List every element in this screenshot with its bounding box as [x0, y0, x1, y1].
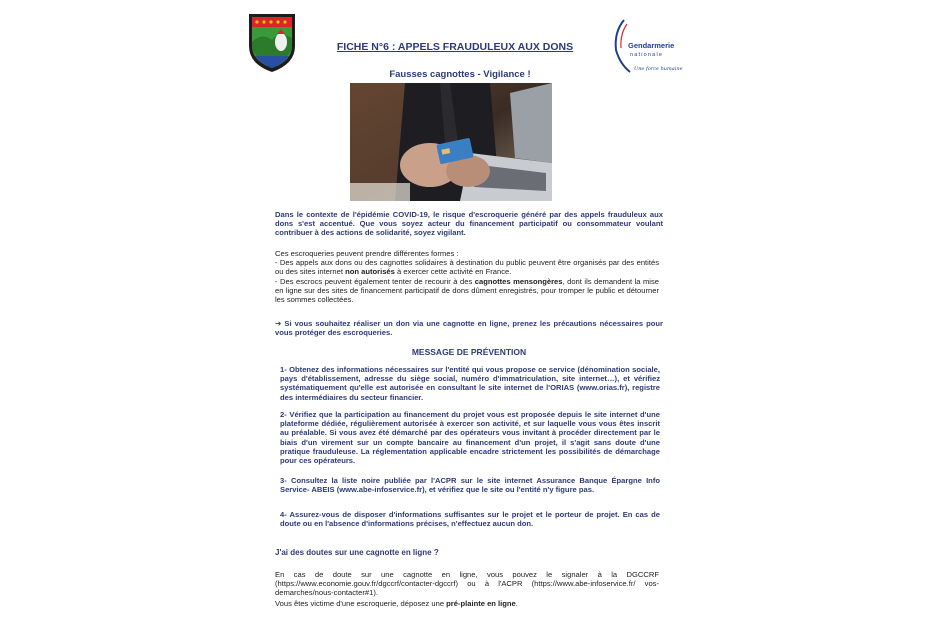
victim-end: .: [515, 599, 518, 608]
victim-text: Vous êtes victime d'une escroquerie, déposez une: [275, 599, 447, 608]
forms-item-1-text: - Des appels aux dons ou des cagnottes solidaires à destination du public peuvent être organisés par des entités ou des sites internet: [275, 258, 659, 277]
prevention-item-3: 3- Consultez la liste noire publiée par l'ACPR sur le site internet Assurance Banque Épargne Info Service- ABEIS (www.abe-infoservice.fr), et vérifiez que le site ou l'entité n'y figure pas.: [280, 476, 660, 495]
prevention-item-2: 2- Vérifiez que la participation au financement du projet vous est proposée depuis le site internet d'une plateforme dédiée, régulièrement autorisée à exercer son activité, et sur laquelle vous vous êtes inscrit au préalable. Si vous avez été démarché par des opérateurs vous invitant à procéder directement par le biais d'un virement sur un compte bancaire au financement d'un projet, il s'agit sans doute d'une pratique frauduleuse. La réglementation applicable encadre strictement les possibilités de démarchage pour ces opérateurs.: [280, 410, 660, 466]
pre-complaint-link[interactable]: pré-plainte en ligne: [446, 599, 516, 608]
doubts-answer: En cas de doute sur une cagnotte en ligne, vous pouvez le signaler à la DGCCRF (https://www.economie.gouv.fr/dgccrf/contacter-dgccrf) ou à l'ACPR (https://www.abe-infoservice.fr/ vos-demarches/nous-contacter#1).: [275, 570, 659, 598]
forms-lead: Ces escroqueries peuvent prendre différentes formes :: [275, 249, 459, 258]
credit-card-photo: [350, 83, 552, 201]
victim-line: [275, 599, 659, 608]
gendarmerie-motto: Une force humaine: [634, 66, 683, 72]
intro-paragraph: Dans le contexte de l'épidémie COVID-19, le risque d'escroquerie généré par des appels frauduleux aux dons s'est accentué. Que vous soyez acteur du financement participatif ou consommateur voulant contribuer à des actions de solidarité, soyez vigilant.: [275, 210, 663, 238]
page-subtitle: Fausses cagnottes - Vigilance !: [389, 69, 531, 80]
forms-item-1-emphasis: non autorisés: [345, 267, 395, 277]
forms-item-1-end: à exercer cette activité en France.: [394, 267, 512, 277]
prevention-title: MESSAGE DE PRÉVENTION: [411, 347, 527, 357]
prevention-item-1: 1- Obtenez des informations nécessaires sur l'entité qui vous propose ce service (dénomination sociale, pays d'établissement, adresse du siège social, numéro d'immatriculation, site internet…), et vérifiez systématiquement qu'elle est autorisée en consultant le site internet de l'ORIAS (www.orias.fr), registre des intermédiaires du secteur financier.: [280, 365, 660, 402]
forms-list: [275, 249, 659, 304]
gendarmerie-sub: nationale: [630, 52, 664, 58]
advice-paragraph: ➔ Si vous souhaitez réaliser un don via une cagnotte en ligne, prenez les précautions nécessaires pour vous protéger des escroqueries.: [275, 319, 663, 338]
gendarmerie-name: Gendarmerie: [628, 41, 675, 50]
forms-item-2-end: , dont ils demandent la mise en ligne sur des sites de financement participatif de dons dûment enregistrés, pour tromper le public et détourner les sommes collectées.: [275, 276, 659, 305]
forms-item-2: [275, 277, 659, 305]
page-title: FICHE N°6 : APPELS FRAUDULEUX AUX DONS: [336, 41, 574, 53]
forms-item-2-emphasis: cagnottes mensongères: [474, 276, 563, 286]
doubts-question: J'ai des doutes sur une cagnotte en ligne ?: [275, 548, 439, 557]
prevention-item-4: 4- Assurez-vous de disposer d'informations suffisantes sur le projet et le porteur de projet. En cas de doute ou en l'absence d'informations précises, n'effectuez aucun don.: [280, 510, 660, 529]
forms-item-1: [275, 258, 659, 276]
crest-logo: [247, 12, 297, 74]
forms-item-2-text: - Des escrocs peuvent également tenter de recourir à des: [275, 276, 475, 286]
